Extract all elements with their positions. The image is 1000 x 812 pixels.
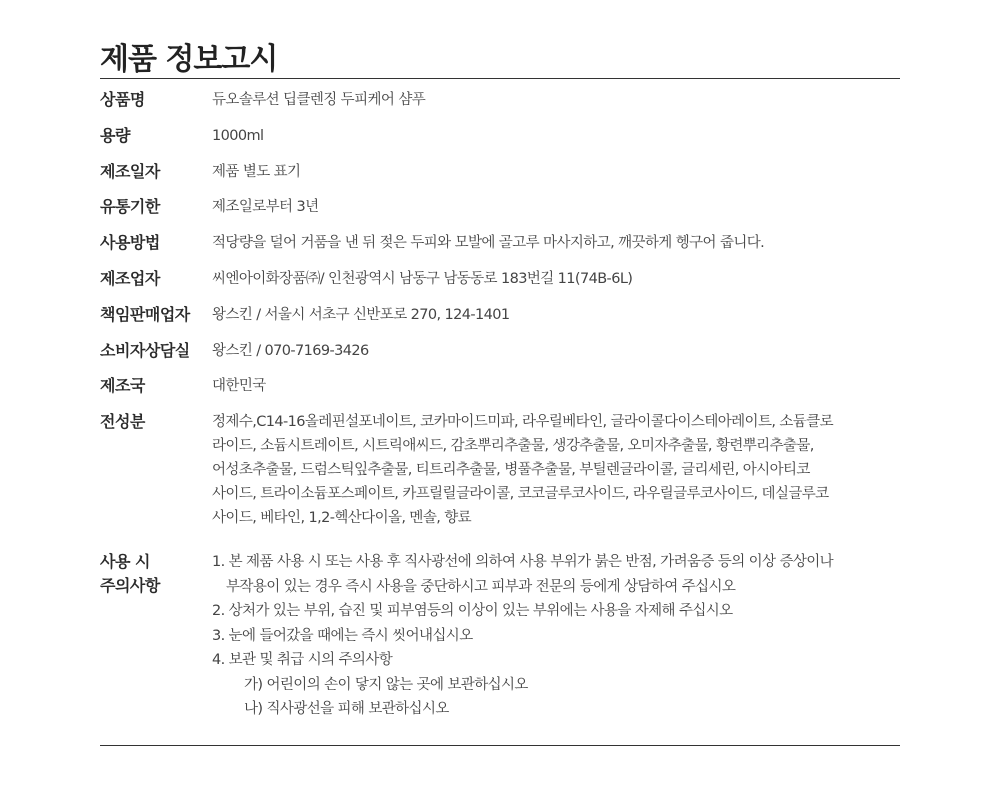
row-value: 제품 별도 표기 bbox=[212, 163, 301, 180]
row-value: 왕스킨 / 070-7169-3426 bbox=[212, 342, 369, 359]
row-label: 소비자상담실 bbox=[100, 340, 190, 360]
caution-item: 1. 본 제품 사용 시 또는 사용 후 직사광선에 의하여 사용 부위가 붉은 반점, 가려움증 등의 이상 증상이나 bbox=[212, 554, 834, 571]
caution-item: 3. 눈에 들어갔을 때에는 즉시 씻어내십시오 bbox=[212, 627, 473, 644]
ingredients-line: 사이드, 트라이소듐포스페이트, 카프릴릴글라이콜, 코코글루코사이드, 라우릴글루코사이드, 데실글루코 bbox=[212, 486, 829, 503]
row-label: 사용방법 bbox=[100, 233, 160, 253]
row-product-name bbox=[100, 88, 900, 112]
caution-list bbox=[212, 550, 900, 722]
row-value: 대한민국 bbox=[212, 378, 266, 395]
row-value: 제조일로부터 3년 bbox=[212, 199, 319, 216]
row-label: 사용 시 주의사항 bbox=[100, 552, 160, 596]
row-label: 책임판매업자 bbox=[100, 304, 190, 324]
page-title: 제품 정보고시 bbox=[100, 42, 278, 77]
ingredients-line: 정제수,C14-16올레핀설포네이트, 코카마이드미파, 라우릴베타인, 글라이콜다이스테아레이트, 소듐클로 bbox=[212, 414, 834, 431]
caution-subitem: 나) 직사광선을 피해 보관하십시오 bbox=[244, 701, 449, 718]
row-label: 전성분 bbox=[100, 412, 145, 432]
row-value: 적당량을 덜어 거품을 낸 뒤 젖은 두피와 모발에 골고루 마사지하고, 깨끗하게 헹구어 줍니다. bbox=[212, 235, 765, 252]
row-manufacture-date bbox=[100, 160, 900, 184]
row-label: 상품명 bbox=[100, 90, 145, 109]
row-manufacturer bbox=[100, 267, 900, 291]
row-customer-center bbox=[100, 339, 900, 363]
row-usage bbox=[100, 231, 900, 255]
row-label: 제조일자 bbox=[100, 161, 160, 181]
row-label: 용량 bbox=[100, 125, 130, 145]
row-expiry bbox=[100, 195, 900, 219]
ingredients-line: 라이드, 소듐시트레이트, 시트릭애씨드, 감초뿌리추출물, 생강추출물, 오미자추출물, 황련뿌리추출물, bbox=[212, 438, 814, 455]
top-divider bbox=[100, 78, 900, 79]
row-label: 제조업자 bbox=[100, 268, 160, 288]
caution-subitem: 가) 어린이의 손이 닿지 않는 곳에 보관하십시오 bbox=[244, 676, 528, 693]
row-label: 제조국 bbox=[100, 376, 145, 396]
caution-item: 2. 상처가 있는 부위, 습진 및 피부염등의 이상이 있는 부위에는 사용을 자제해 주십시오 bbox=[212, 603, 733, 620]
row-country bbox=[100, 374, 900, 398]
row-volume bbox=[100, 124, 900, 148]
ingredients-line: 사이드, 베타인, 1,2-헥산다이올, 멘솔, 향료 bbox=[212, 510, 472, 527]
ingredients-line: 어성초추출물, 드럼스틱잎추출물, 티트리추출물, 병풀추출물, 부틸렌글라이콜, 글리세린, 아시아티코 bbox=[212, 462, 810, 479]
bottom-divider bbox=[100, 745, 900, 746]
row-caution bbox=[100, 550, 900, 722]
ingredients-text bbox=[212, 410, 900, 530]
row-label: 유통기한 bbox=[100, 197, 160, 217]
row-ingredients bbox=[100, 410, 900, 530]
row-value: 왕스킨 / 서울시 서초구 신반포로 270, 124-1401 bbox=[212, 306, 510, 323]
row-distributor bbox=[100, 303, 900, 327]
row-value: 1000ml bbox=[212, 127, 264, 144]
info-table bbox=[100, 88, 900, 733]
caution-item: 부작용이 있는 경우 즉시 사용을 중단하시고 피부과 전문의 등에게 상담하여 주십시오 bbox=[226, 578, 736, 595]
row-value: 듀오솔루션 딥클렌징 두피케어 샴푸 bbox=[212, 92, 426, 108]
caution-item: 4. 보관 및 취급 시의 주의사항 bbox=[212, 652, 393, 669]
row-value: 씨엔아이화장품㈜/ 인천광역시 남동구 남동동로 183번길 11(74B-6L) bbox=[212, 270, 633, 287]
